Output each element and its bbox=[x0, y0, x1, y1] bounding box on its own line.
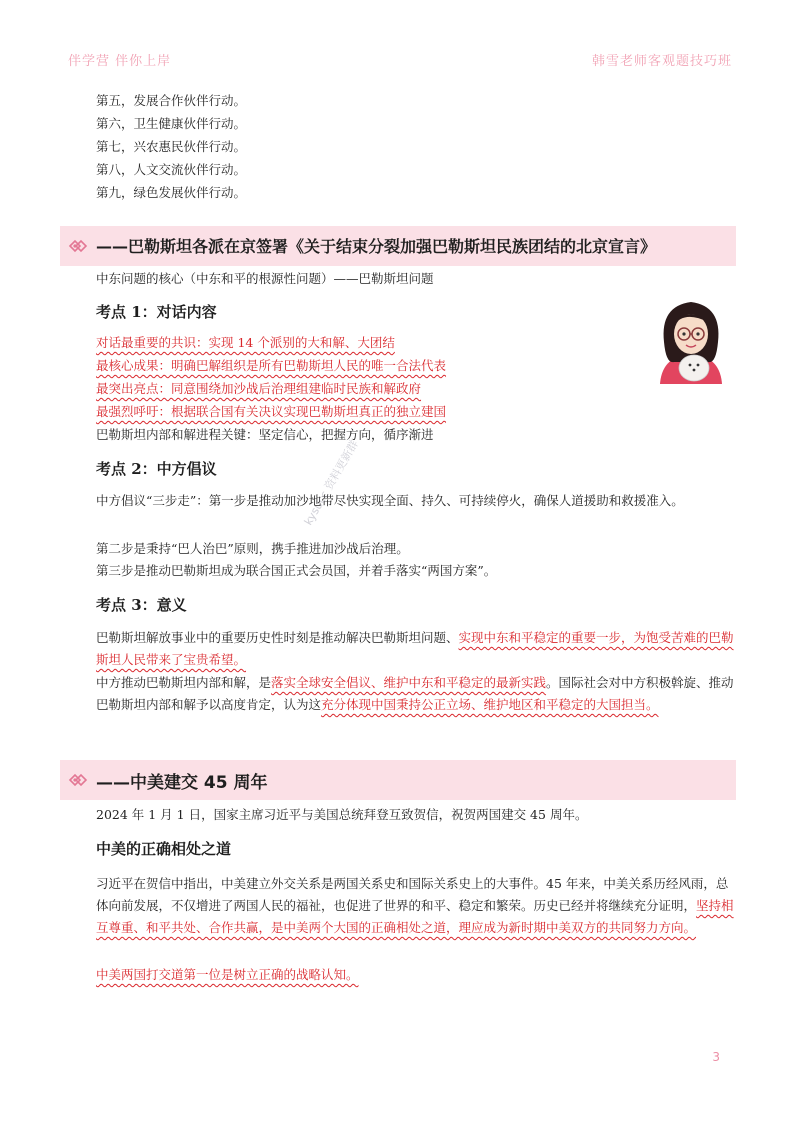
watermark-text: kysucc 资料更新群 bbox=[301, 438, 361, 528]
section2-p2-highlight: 中美两国打交道第一位是树立正确的战略认知。 bbox=[96, 967, 359, 982]
action-list-item: 第六，卫生健康伙伴行动。 bbox=[96, 116, 247, 131]
kp3-p2-plain-b: 。国际社会对中方积极斡旋、推动巴勒斯坦内部和解予以高度肯定，认为这 bbox=[96, 675, 734, 712]
header-right-course-title: 韩雪老师客观题技巧班 bbox=[591, 54, 732, 69]
action-list-item: 第九，绿色发展伙伴行动。 bbox=[96, 185, 247, 200]
section-intro: 中东问题的核心（中东和平的根源性问题）——巴勒斯坦问题 bbox=[96, 271, 434, 286]
action-list-item: 第七，兴农惠民伙伴行动。 bbox=[96, 139, 247, 154]
diamond-ornament-icon bbox=[64, 235, 90, 257]
action-list-item: 第五，发展合作伙伴行动。 bbox=[96, 93, 247, 108]
kp1-item-text: 最核心成果：明确巴解组织是所有巴勒斯坦人民的唯一合法代表 bbox=[96, 358, 447, 373]
kp2-heading: 考点 2：中方倡议 bbox=[96, 460, 217, 478]
kp2-paragraph-2: 第二步是秉持“巴人治巴”原则，携手推进加沙战后治理。 bbox=[96, 541, 409, 556]
kp1-item bbox=[96, 334, 395, 352]
section-banner-china-us bbox=[60, 760, 736, 800]
diamond-ornament-icon bbox=[64, 769, 90, 791]
kp2-paragraph-3: 第三步是推动巴勒斯坦成为联合国正式会员国，并着手落实“两国方案”。 bbox=[96, 563, 497, 578]
kp3-p2-highlight-2: 充分体现中国秉持公正立场、维护地区和平稳定的大国担当。 bbox=[321, 697, 659, 712]
kp1-item-text: 最突出亮点：同意围绕加沙战后治理组建临时民族和解政府 bbox=[96, 381, 422, 396]
kp1-item-text: 对话最重要的共识：实现 14 个派别的大和解、大团结 bbox=[96, 335, 395, 350]
section-title: ——巴勒斯坦各派在京签署《关于结束分裂加强巴勒斯坦民族团结的北京宣言》 bbox=[96, 237, 657, 256]
page-number: 3 bbox=[712, 1050, 720, 1064]
kp1-heading: 考点 1：对话内容 bbox=[96, 303, 217, 321]
kp2-paragraph-1: 中方倡议“三步走”：第一步是推动加沙地带尽快实现全面、持久、可持续停火，确保人道援助和救援准入。 bbox=[96, 493, 684, 508]
section2-p1-highlight: 坚持相互尊重、和平共处、合作共赢，是中美两个大国的正确相处之道，理应成为新时期中美双方的共同努力方向。 bbox=[96, 898, 734, 935]
kp3-p2-highlight-1: 落实全球安全倡议、维护中东和平稳定的最新实践 bbox=[271, 675, 547, 690]
kp3-p1-plain: 巴勒斯坦解放事业中的重要历史性时刻是推动解决巴勒斯坦问题、 bbox=[96, 630, 459, 645]
kp3-p1-highlight: 实现中东和平稳定的重要一步，为饱受苦难的巴勒斯坦人民带来了宝贵希望。 bbox=[96, 630, 734, 667]
kp3-paragraph-2 bbox=[96, 672, 736, 716]
kp1-item bbox=[96, 380, 421, 398]
kp1-item bbox=[96, 403, 446, 421]
section-title: ——中美建交 45 周年 bbox=[96, 773, 268, 793]
kp3-p2-plain-a: 中方推动巴勒斯坦内部和解，是 bbox=[96, 675, 272, 690]
section2-p1-plain: 习近平在贺信中指出，中美建立外交关系是两国关系史和国际关系史上的大事件。45 年来，中美关系历经风雨，总体向前发展，不仅增进了两国人民的福祉，也促进了世界的和平、稳定和繁荣。历史已经并将继续充分证明， bbox=[96, 876, 729, 913]
section2-paragraph-2 bbox=[96, 966, 359, 984]
kp3-paragraph-1 bbox=[96, 627, 736, 671]
section2-intro: 2024 年 1 月 1 日，国家主席习近平与美国总统拜登互致贺信，祝贺两国建交 45 周年。 bbox=[96, 807, 588, 822]
section2-paragraph-1 bbox=[96, 873, 736, 939]
action-list-item: 第八，人文交流伙伴行动。 bbox=[96, 162, 247, 177]
kp1-item-text: 最强烈呼吁：根据联合国有关决议实现巴勒斯坦真正的独立建国 bbox=[96, 404, 447, 419]
section-banner-palestine bbox=[60, 226, 736, 266]
teacher-avatar-illustration bbox=[650, 292, 732, 384]
section2-subheading: 中美的正确相处之道 bbox=[96, 840, 232, 858]
kp1-item bbox=[96, 357, 446, 375]
header-left-slogan: 伴学营 伴你上岸 bbox=[68, 54, 172, 69]
kp1-key-text: 巴勒斯坦内部和解进程关键：坚定信心，把握方向，循序渐进 bbox=[96, 427, 434, 442]
kp3-heading: 考点 3：意义 bbox=[96, 596, 187, 614]
